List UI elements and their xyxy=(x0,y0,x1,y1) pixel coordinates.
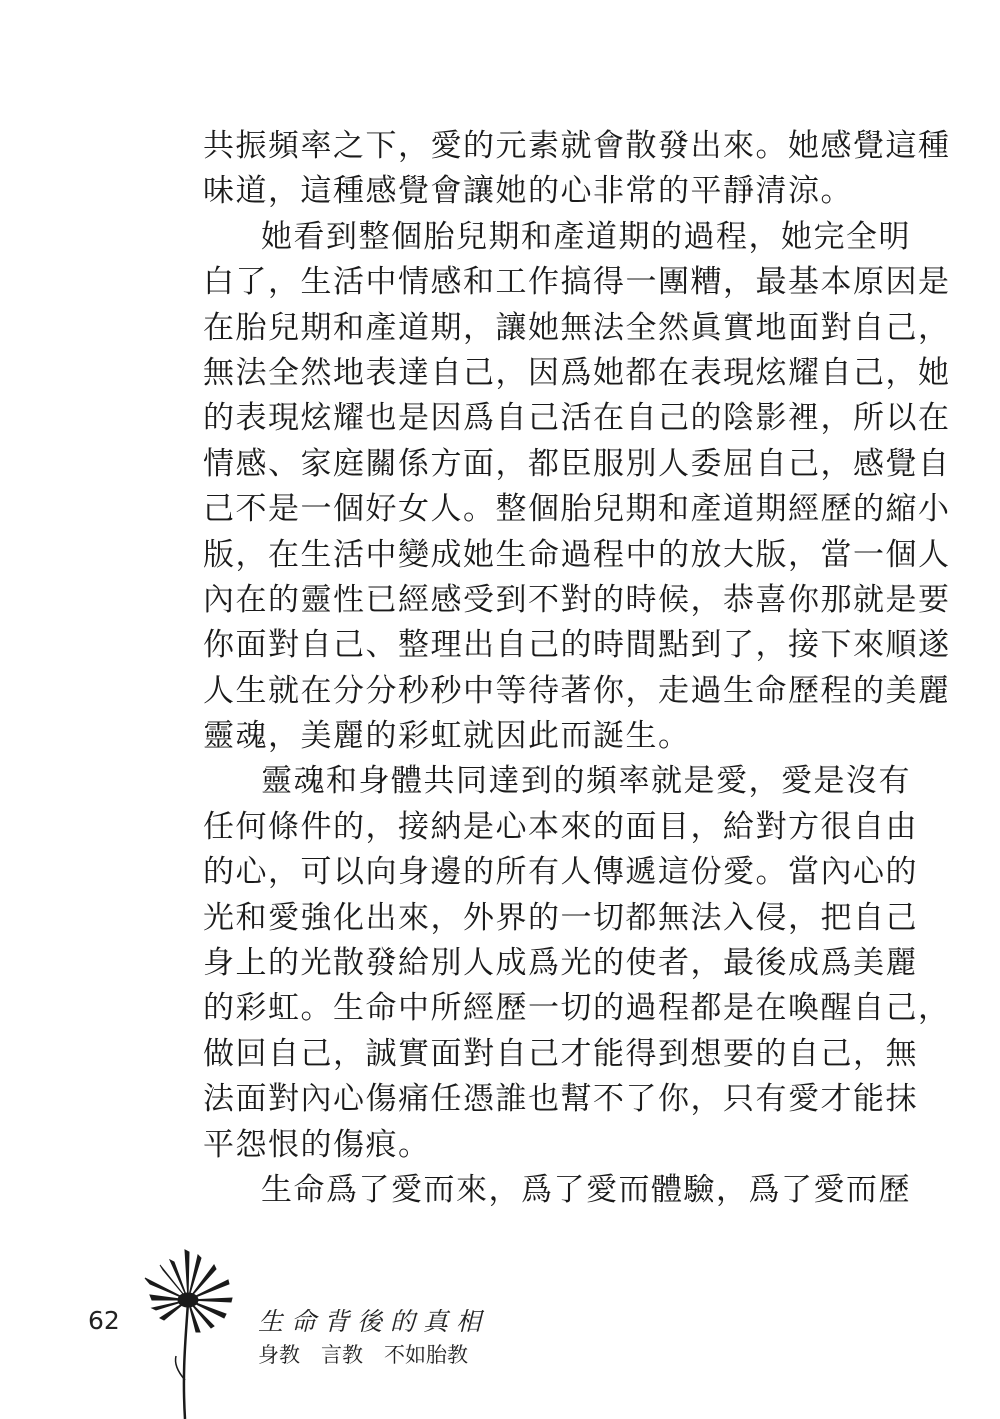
text-line: 光和愛強化出來，外界的一切都無法入侵，把自己 xyxy=(203,899,918,936)
text-line: 己不是一個好女人。整個胎兒期和產道期經歷的縮小 xyxy=(203,491,951,528)
text-line: 在胎兒期和產道期，讓她無法全然眞實地面對自己， xyxy=(203,309,951,346)
body-text xyxy=(203,124,951,1213)
text-line: 版，在生活中變成她生命過程中的放大版，當一個人 xyxy=(203,536,951,573)
text-line: 她看到整個胎兒期和產道期的過程，她完全明 xyxy=(261,218,911,255)
book-title: 生命背後的真相 xyxy=(258,1307,490,1336)
text-line: 做回自己，誠實面對自己才能得到想要的自己，無 xyxy=(203,1035,918,1072)
text-line: 平怨恨的傷痕。 xyxy=(203,1126,431,1163)
chapter-title: 身教 言教 不如胎教 xyxy=(258,1343,468,1367)
text-line: 靈魂，美麗的彩虹就因此而誕生。 xyxy=(203,718,691,755)
text-line: 任何條件的，接納是心本來的面目，給對方很自由 xyxy=(203,808,918,845)
text-line: 的心，可以向身邊的所有人傳遞這份愛。當內心的 xyxy=(203,854,918,891)
daisy-flower-icon xyxy=(130,1240,250,1419)
text-line: 法面對內心傷痛任憑誰也幫不了你，只有愛才能抹 xyxy=(203,1081,918,1118)
text-line: 的表現炫耀也是因爲自己活在自己的陰影裡，所以在 xyxy=(203,400,951,437)
text-line: 生命爲了愛而來，爲了愛而體驗，爲了愛而歷 xyxy=(261,1171,911,1208)
page-footer xyxy=(0,1240,1000,1419)
text-line: 情感、家庭關係方面，都臣服別人委屈自己，感覺自 xyxy=(203,445,951,482)
text-line: 人生就在分分秒秒中等待著你，走過生命歷程的美麗 xyxy=(203,672,951,709)
text-line: 白了，生活中情感和工作搞得一團糟，最基本原因是 xyxy=(203,264,951,301)
text-line: 共振頻率之下，愛的元素就會散發出來。她感覺這種 xyxy=(203,128,951,164)
text-line: 內在的靈性已經感受到不對的時候，恭喜你那就是要 xyxy=(203,581,951,618)
page-number: 62 xyxy=(88,1306,120,1335)
text-line: 你面對自己、整理出自己的時間點到了，接下來順遂 xyxy=(203,627,951,664)
text-line: 的彩虹。生命中所經歷一切的過程都是在喚醒自己， xyxy=(203,990,951,1027)
text-line: 味道，這種感覺會讓她的心非常的平靜清涼。 xyxy=(203,173,853,210)
text-line: 靈魂和身體共同達到的頻率就是愛，愛是沒有 xyxy=(261,763,911,800)
text-line: 無法全然地表達自己，因爲她都在表現炫耀自己，她 xyxy=(203,354,951,391)
text-line: 身上的光散發給別人成爲光的使者，最後成爲美麗 xyxy=(203,945,918,982)
